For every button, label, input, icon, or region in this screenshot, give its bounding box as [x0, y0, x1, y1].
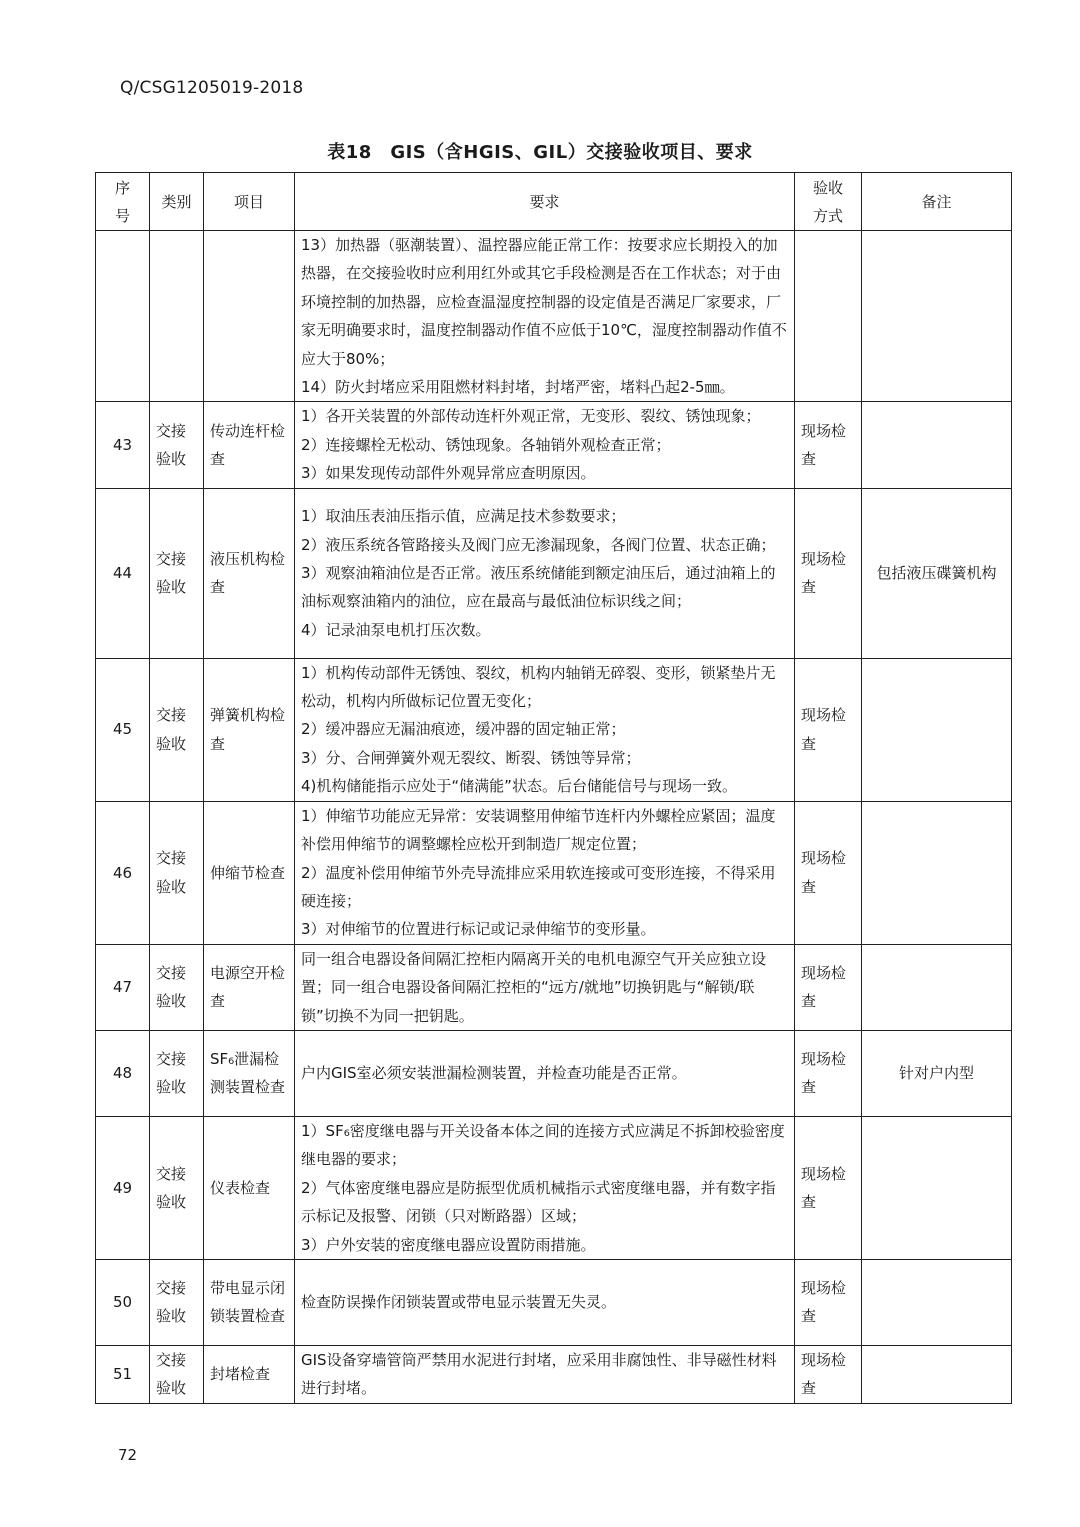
cell-item: 封堵检查: [204, 1345, 295, 1403]
header-item: 项目: [204, 173, 295, 231]
cell-category: 交接验收: [150, 1345, 204, 1403]
cell-requirement: [295, 944, 795, 1030]
table-row: [96, 1259, 1012, 1345]
requirement-line: 3）户外安装的密度继电器应设置防雨措施。: [301, 1235, 596, 1254]
cell-note: [862, 1259, 1012, 1345]
cell-requirement: [295, 1030, 795, 1116]
header-no: 序号: [96, 173, 150, 231]
cell-note: [862, 231, 1012, 402]
header-category: 类别: [150, 173, 204, 231]
requirement-line: 检查防误操作闭锁装置或带电显示装置无失灵。: [301, 1293, 617, 1312]
cell-item: SF₆泄漏检测装置检查: [204, 1030, 295, 1116]
cell-category: 交接验收: [150, 488, 204, 658]
cell-requirement: [295, 658, 795, 801]
cell-category: 交接验收: [150, 1259, 204, 1345]
table-header-row: [96, 173, 1012, 231]
cell-note: 针对户内型: [862, 1030, 1012, 1116]
table-body: [96, 231, 1012, 1404]
cell-method: 现场检查: [795, 944, 862, 1030]
cell-method: 现场检查: [795, 1030, 862, 1116]
requirement-line: 2）连接螺栓无松动、锈蚀现象。各轴销外观检查正常；: [301, 435, 671, 454]
cell-note: [862, 402, 1012, 488]
cell-note: [862, 1116, 1012, 1259]
cell-item: 伸缩节检查: [204, 801, 295, 944]
requirement-line: 3）对伸缩节的位置进行标记或记录伸缩节的变形量。: [301, 920, 656, 939]
cell-category: 交接验收: [150, 944, 204, 1030]
requirement-line: 2）液压系统各管路接头及阀门应无渗漏现象，各阀门位置、状态正确；: [301, 535, 776, 554]
table-row: [96, 801, 1012, 944]
cell-requirement: [295, 1116, 795, 1259]
cell-category: 交接验收: [150, 1030, 204, 1116]
cell-no: 47: [96, 944, 150, 1030]
cell-no: 43: [96, 402, 150, 488]
cell-requirement: [295, 231, 795, 402]
requirement-line: 1）取油压表油压指示值，应满足技术参数要求；: [301, 507, 626, 526]
cell-note: 包括液压碟簧机构: [862, 488, 1012, 658]
acceptance-table: [95, 172, 1012, 1404]
page-number: 72: [118, 1446, 138, 1464]
cell-item: [204, 231, 295, 402]
cell-no: 45: [96, 658, 150, 801]
cell-method: 现场检查: [795, 1345, 862, 1403]
table-title: 表18 GIS（含HGIS、GIL）交接验收项目、要求: [327, 142, 753, 163]
cell-category: 交接验收: [150, 658, 204, 801]
header-note: 备注: [862, 173, 1012, 231]
requirement-line: 1）机构传动部件无锈蚀、裂纹，机构内轴销无碎裂、变形，锁紧垫片无松动，机构内所做标记位置无变化；: [301, 663, 776, 711]
cell-no: 44: [96, 488, 150, 658]
cell-method: 现场检查: [795, 402, 862, 488]
cell-note: [862, 658, 1012, 801]
requirement-line: 户内GIS室必须安装泄漏检测装置，并检查功能是否正常。: [301, 1064, 687, 1083]
cell-requirement: [295, 402, 795, 488]
requirement-line: GIS设备穿墙管筒严禁用水泥进行封堵，应采用非腐蚀性、非导磁性材料进行封堵。: [301, 1351, 777, 1398]
cell-method: 现场检查: [795, 1116, 862, 1259]
cell-note: [862, 944, 1012, 1030]
cell-no: 51: [96, 1345, 150, 1403]
cell-requirement: [295, 801, 795, 944]
requirement-line: 1）伸缩节功能应无异常：安装调整用伸缩节连杆内外螺栓应紧固；温度补偿用伸缩节的调整螺栓应松开到制造厂规定位置；: [301, 806, 776, 854]
cell-item: 弹簧机构检查: [204, 658, 295, 801]
requirement-line: 3）观察油箱油位是否正常。液压系统储能到额定油压后，通过油箱上的油标观察油箱内的油位，应在最高与最低油位标识线之间；: [301, 563, 776, 611]
requirement-line: 14）防火封堵应采用阻燃材料封堵，封堵严密，堵料凸起2-5㎜。: [301, 378, 735, 397]
requirement-line: 3）分、合闸弹簧外观无裂纹、断裂、锈蚀等异常；: [301, 748, 641, 767]
cell-requirement: [295, 1345, 795, 1403]
requirement-line: 4）记录油泵电机打压次数。: [301, 620, 491, 639]
cell-category: 交接验收: [150, 801, 204, 944]
cell-item: 带电显示闭锁装置检查: [204, 1259, 295, 1345]
table-row: [96, 402, 1012, 488]
cell-requirement: [295, 1259, 795, 1345]
cell-requirement: [295, 488, 795, 658]
cell-item: 仪表检查: [204, 1116, 295, 1259]
cell-category: [150, 231, 204, 402]
requirement-line: 13）加热器（驱潮装置）、温控器应能正常工作：按要求应长期投入的加热器，在交接验收时应利用红外或其它手段检测是否在工作状态；对于由环境控制的加热器，应检查温湿度控制器的设定值是否满足厂家要求，厂家无明确要求时，温度控制器动作值不应低于10℃，湿度控制器动作值不应大于80%；: [301, 236, 787, 368]
cell-item: 电源空开检查: [204, 944, 295, 1030]
table-row: [96, 658, 1012, 801]
table-row: [96, 1030, 1012, 1116]
cell-note: [862, 1345, 1012, 1403]
header-requirement: 要求: [295, 173, 795, 231]
cell-no: [96, 231, 150, 402]
requirement-line: 4)机构储能指示应处于“储满能”状态。后台储能信号与现场一致。: [301, 777, 737, 796]
cell-category: 交接验收: [150, 1116, 204, 1259]
table-row-continuation: [96, 231, 1012, 402]
cell-no: 46: [96, 801, 150, 944]
requirement-line: 3）如果发现传动部件外观异常应查明原因。: [301, 464, 596, 483]
cell-note: [862, 801, 1012, 944]
cell-method: 现场检查: [795, 488, 862, 658]
requirement-line: 2）气体密度继电器应是防振型优质机械指示式密度继电器，并有数字指示标记及报警、闭锁（只对断路器）区域；: [301, 1178, 776, 1226]
cell-category: 交接验收: [150, 402, 204, 488]
cell-method: 现场检查: [795, 1259, 862, 1345]
document-code: Q/CSG1205019-2018: [120, 78, 304, 98]
requirement-line: 1）SF₆密度继电器与开关设备本体之间的连接方式应满足不拆卸校验密度继电器的要求；: [301, 1121, 785, 1169]
cell-item: 液压机构检查: [204, 488, 295, 658]
table-row: [96, 944, 1012, 1030]
cell-no: 50: [96, 1259, 150, 1345]
cell-method: 现场检查: [795, 658, 862, 801]
requirement-line: 2）温度补偿用伸缩节外壳导流排应采用软连接或可变形连接，不得采用硬连接；: [301, 863, 776, 910]
header-method: 验收方式: [795, 173, 862, 231]
cell-no: 48: [96, 1030, 150, 1116]
requirement-line: 同一组合电器设备间隔汇控柜内隔离开关的电机电源空气开关应独立设置；同一组合电器设备间隔汇控柜的“远方/就地”切换钥匙与“解锁/联锁”切换不为同一把钥匙。: [301, 949, 767, 1025]
table-row: [96, 1116, 1012, 1259]
cell-method: 现场检查: [795, 801, 862, 944]
cell-no: 49: [96, 1116, 150, 1259]
table-row: [96, 1345, 1012, 1403]
cell-method: [795, 231, 862, 402]
cell-item: 传动连杆检查: [204, 402, 295, 488]
table-row: [96, 488, 1012, 658]
requirement-line: 1）各开关装置的外部传动连杆外观正常，无变形、裂纹、锈蚀现象；: [301, 407, 761, 426]
requirement-line: 2）缓冲器应无漏油痕迹，缓冲器的固定轴正常；: [301, 720, 626, 739]
